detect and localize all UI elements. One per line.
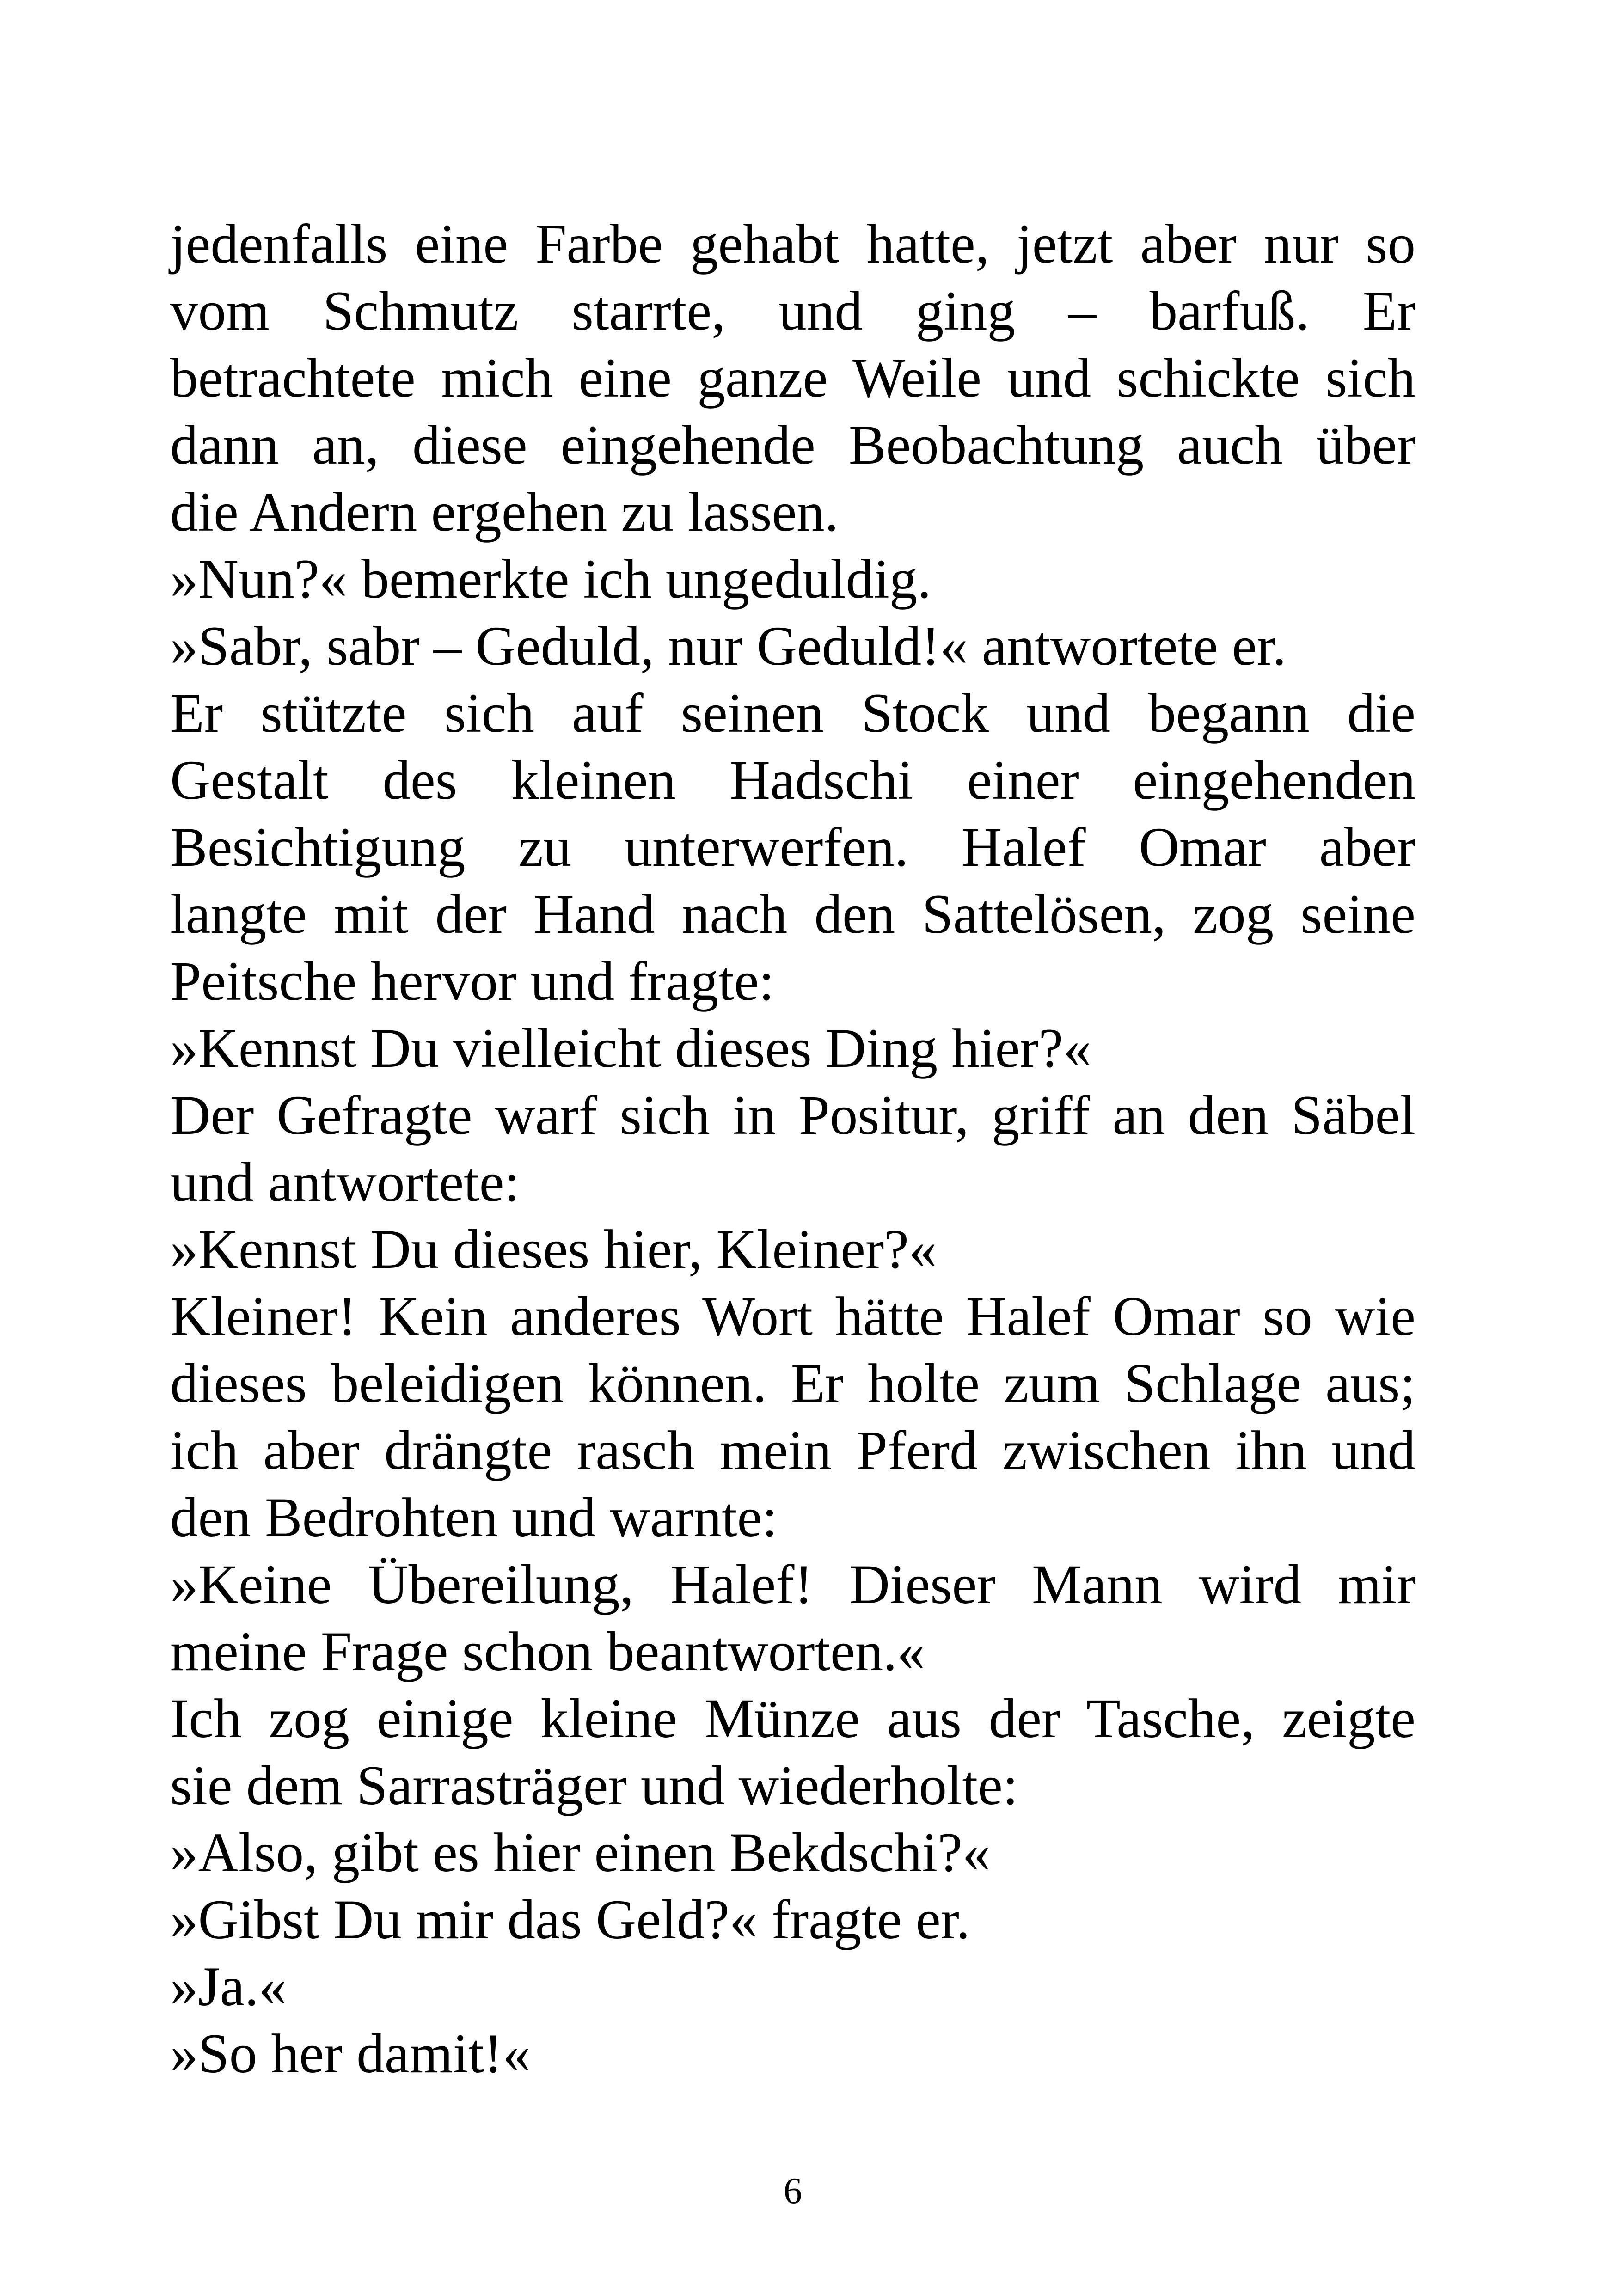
text-line: Ich zog einige kleine Münze aus der Tasche, zeigte (170, 1688, 1416, 1750)
text-line: ich aber drängte rasch mein Pferd zwischen ihn und (170, 1420, 1416, 1482)
text-line: »Also, gibt es hier einen Bekdschi?« (170, 1822, 991, 1884)
text-line: den Bedrohten und warnte: (170, 1487, 778, 1549)
text-line: Er stützte sich auf seinen Stock und begann die (170, 682, 1416, 744)
text-line: »Kennst Du vielleicht dieses Ding hier?« (170, 1017, 1091, 1079)
text-line: Gestalt des kleinen Hadschi einer eingehenden (170, 749, 1416, 811)
text-line: jedenfalls eine Farbe gehabt hatte, jetzt aber nur so (170, 213, 1416, 275)
text-line: Peitsche hervor und fragte: (170, 950, 775, 1012)
text-line: Der Gefragte warf sich in Positur, griff an den Säbel (170, 1084, 1416, 1146)
text-line: dieses beleidigen können. Er holte zum Schlage aus; (170, 1353, 1416, 1414)
text-line: betrachtete mich eine ganze Weile und schickte sich (170, 347, 1416, 409)
text-line: »Keine Übereilung, Halef! Dieser Mann wird mir (170, 1554, 1416, 1616)
text-line: langte mit der Hand nach den Sattelösen, zog seine (170, 883, 1416, 945)
text-line: sie dem Sarrasträger und wiederholte: (170, 1755, 1018, 1817)
text-line: »Gibst Du mir das Geld?« fragte er. (170, 1889, 970, 1951)
text-line: »So her damit!« (170, 2023, 531, 2085)
text-line: vom Schmutz starrte, und ging – barfuß. Er (170, 280, 1416, 342)
text-line: Besichtigung zu unterwerfen. Halef Omar aber (170, 816, 1416, 878)
text-line: meine Frage schon beantworten.« (170, 1621, 925, 1683)
text-line: »Sabr, sabr – Geduld, nur Geduld!« antwortete er. (170, 615, 1287, 677)
body-text (170, 211, 1416, 2088)
text-line: dann an, diese eingehende Beobachtung auch über (170, 414, 1416, 476)
text-line: »Ja.« (170, 1956, 287, 2018)
text-line: Kleiner! Kein anderes Wort hätte Halef Omar so wie (170, 1286, 1416, 1347)
text-line: die Andern ergehen zu lassen. (170, 481, 839, 543)
text-line: »Kennst Du dieses hier, Kleiner?« (170, 1218, 937, 1280)
text-line: und antwortete: (170, 1151, 520, 1213)
page-number: 6 (784, 2171, 802, 2211)
text-line: »Nun?« bemerkte ich ungeduldig. (170, 548, 932, 610)
